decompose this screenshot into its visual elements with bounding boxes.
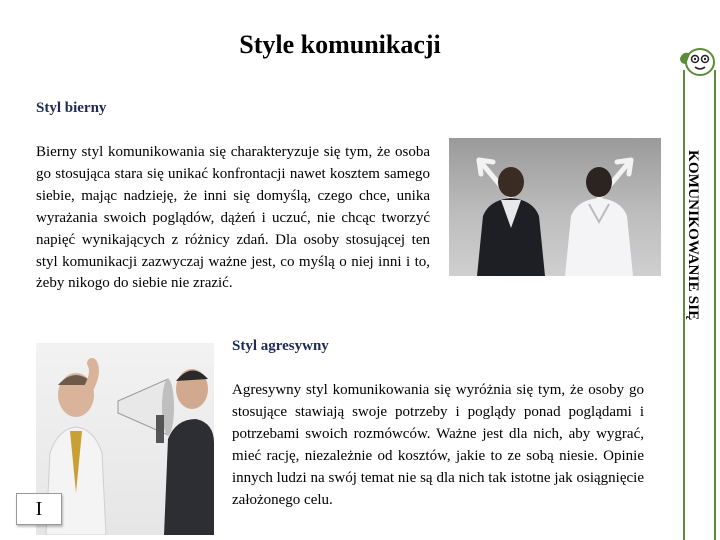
heading-aggressive-style: Styl agresywny — [232, 338, 329, 354]
passive-style-paragraph: Bierny styl komunikowania się charakteryzuje się tym, że osoba go stosująca stara się unikać konfrontacji nawet kosztem samego siebie, mając nadzieję, że inni się domyślą, czego chce, unika wyrażania swoich poglądów, dążeń i uczuć, nie chcąc tworzyć napięć wynikających z różnicy zdań. Dla osoby stosującej ten styl komunikacji zazwyczaj ważne jest, co myślą o niej inni i to, żeby nikogo do siebie nie zrazić. — [36, 144, 430, 292]
aggressive-style-paragraph: Agresywny styl komunikowania się wyróżnia się tym, że osoby go stosujące stawiają swoje potrzeby i poglądy ponad poglądami i potrzebami swoich rozmówców. Ważne jest dla nich, aby wygrać, mieć rację, niezależnie od kosztów, jakie to ze sobą niesie. Opinie innych ludzi na swój temat nie są dla nich tak istotne jak osiągnięcie założonego celu. — [232, 382, 644, 508]
sidebar-label: KOMUNIKOWANIE SIĘ — [685, 150, 701, 321]
sidebar-band — [683, 70, 716, 540]
heading-passive-style: Styl bierny — [36, 100, 107, 116]
mascot-logo-icon — [676, 44, 720, 80]
slide-badge: I — [16, 493, 62, 525]
megaphone-shouting-photo — [36, 343, 214, 535]
page-title: Style komunikacji — [239, 30, 441, 59]
two-men-arrows-photo — [449, 138, 661, 276]
